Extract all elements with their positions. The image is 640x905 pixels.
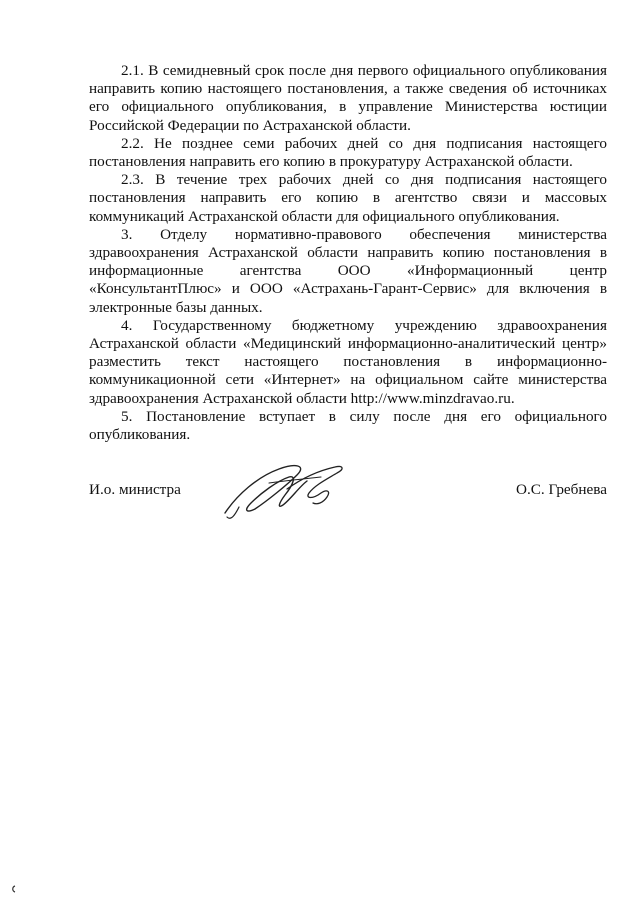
document-body (89, 62, 607, 444)
paragraph-3: 3. Отделу нормативно-правового обеспечения министерства здравоохранения Астраханской области направить копию постановления в информационные агентства ООО «Информационный центр «КонсультантПлюс» и ООО «Астрахань-Гарант-Сервис» для включения в электронные базы данных. (89, 225, 607, 316)
signatory-title: И.о. министра (89, 481, 181, 498)
signature-block (89, 455, 607, 535)
paragraph-4: 4. Государственному бюджетному учреждению здравоохранения Астраханской области «Медицинский информационно-аналитический центр» разместить текст настоящего постановления в информационно-коммуникационной сети «Интернет» на официальном сайте министерства здравоохранения Астраханской области http://www.minzdravao.ru. (89, 316, 607, 407)
paragraph-2-1: 2.1. В семидневный срок после дня первого официального опубликования направить копию настоящего постановления, а также сведения об источниках его официального опубликования, в управление Министерства юстиции Российской Федерации по Астраханской области. (89, 62, 607, 134)
paragraph-2-2: 2.2. Не позднее семи рабочих дней со дня подписания настоящего постановления направить его копию в прокуратуру Астраханской области. (89, 134, 607, 171)
handwritten-signature (217, 455, 357, 525)
paragraph-5: 5. Постановление вступает в силу после дня его официального опубликования. (89, 407, 607, 444)
paragraph-2-3: 2.3. В течение трех рабочих дней со дня подписания настоящего постановления направить его копию в агентство связи и массовых коммуникаций Астраханской области для официального опубликования. (89, 171, 607, 225)
scan-mark (10, 884, 18, 894)
signatory-name: О.С. Гребнева (516, 481, 607, 498)
